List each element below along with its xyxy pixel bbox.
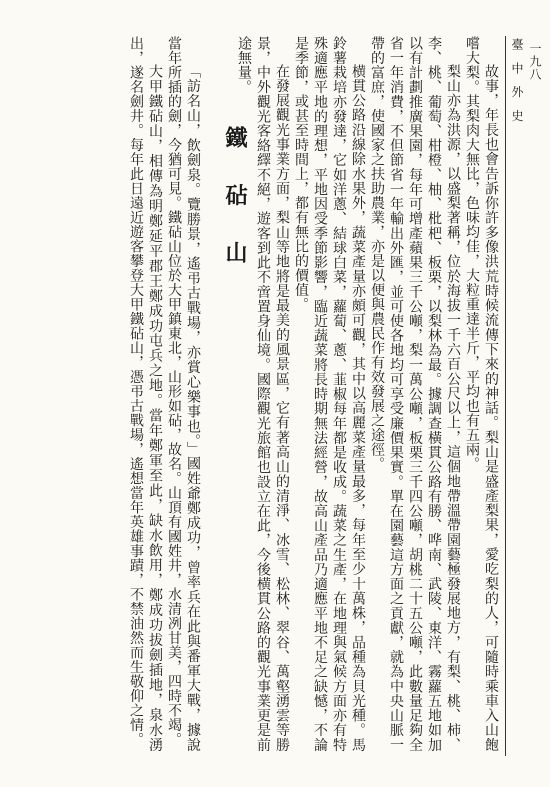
text-block [52,36,500,756]
header-rule [505,36,506,756]
paragraph: 梨山亦為洪源，以盛梨著稱，位於海拔一千六百公尺以上，這個地帶溫帶園藝極發展地方，有梨、桃、柿、李、桃、葡萄、柑橙、柚、枇杷、板栗，以梨林為最。據調查橫貫公路有勝、哗南、武陵、東洋、霧蘿五地如加以有計劃推廣果園，每年可增產蘋果三千公噸，梨一萬公噸，板栗三千四公噸，胡桃二十五公噸，此數量足夠全省一年消費，不但節省一年輸出外匯，並可使各地均可享受廉價果實。單在園藝這方面之貢獻，就為中央山脈一帶的富庶，使國家之扶助農業，亦是以便與農民作有效發展之途徑。 [369,36,461,752]
page-number: 一九八 [528,42,542,81]
paragraph: 在發展觀光事業方面，梨山等地將是最美的風景區，它有著高山的清淨、冰雪、松林、翠谷、萬壑湧雲等勝景，中外觀光客絡繹不絕，遊客到此不啻置身仙境。國際觀光旅館也設立在此，今後横貫公路的觀光事業更是前途無量。 [236,36,290,752]
article-body [52,36,202,752]
article-title: 鐵 砧 山 [222,126,248,278]
paragraph: 故事，年長也會告訴你許多像洪荒時候流傳下來的神話。梨山是盛產梨果，愛吃梨的人，可隨時乘車入山飽嚐大梨。其梨肉大無比，色味均佳，大粒重達半斤，平均也有五兩。 [464,36,499,752]
paragraph: 横貫公路沿線除水果外，蔬菜產量亦頗可觀，其中以高麗菜產量最多，每年至少十萬株，品種為貝光種。馬鈴薯栽培亦發達，它如洋蔥、結球白菜，蘿蔔、蔥、韮椒每年都是收成。蔬菜之生產，在地理與氣候方面亦有特殊適應平地的理想，平地因受季節影響，臨近蔬菜將長時期無法經營，故高山產品乃適應平地不足之缺憾，不論是季節，或甚至時間上，都有無比的價值。 [293,36,366,752]
paragraph: 「訪名山，飲劍泉。覽勝景，遙弔古戰場，亦賞心樂事也。」國姓爺鄭成功，曾率兵在此與番軍大戰，據說當年所插的劍，今猶可見。鐵砧山位於大甲鎮東北，山形如砧，故名。山頂有國姓井，水清冽甘美，四時不竭。 [166,36,201,752]
paragraph: 大甲鐵砧山，相傳為明鄭延平郡王鄭成功屯兵之地。當年鄭軍至此，缺水飲用，鄭成功拔劍插地，泉水湧出，遂名劍井。每年此日遠近遊客攀登大甲鐵砧山，憑弔古戰場，遙想當年英雄事蹟，不禁油然而生敬仰之情。 [128,36,163,752]
book-title: 臺 中 外 史 [510,38,524,126]
